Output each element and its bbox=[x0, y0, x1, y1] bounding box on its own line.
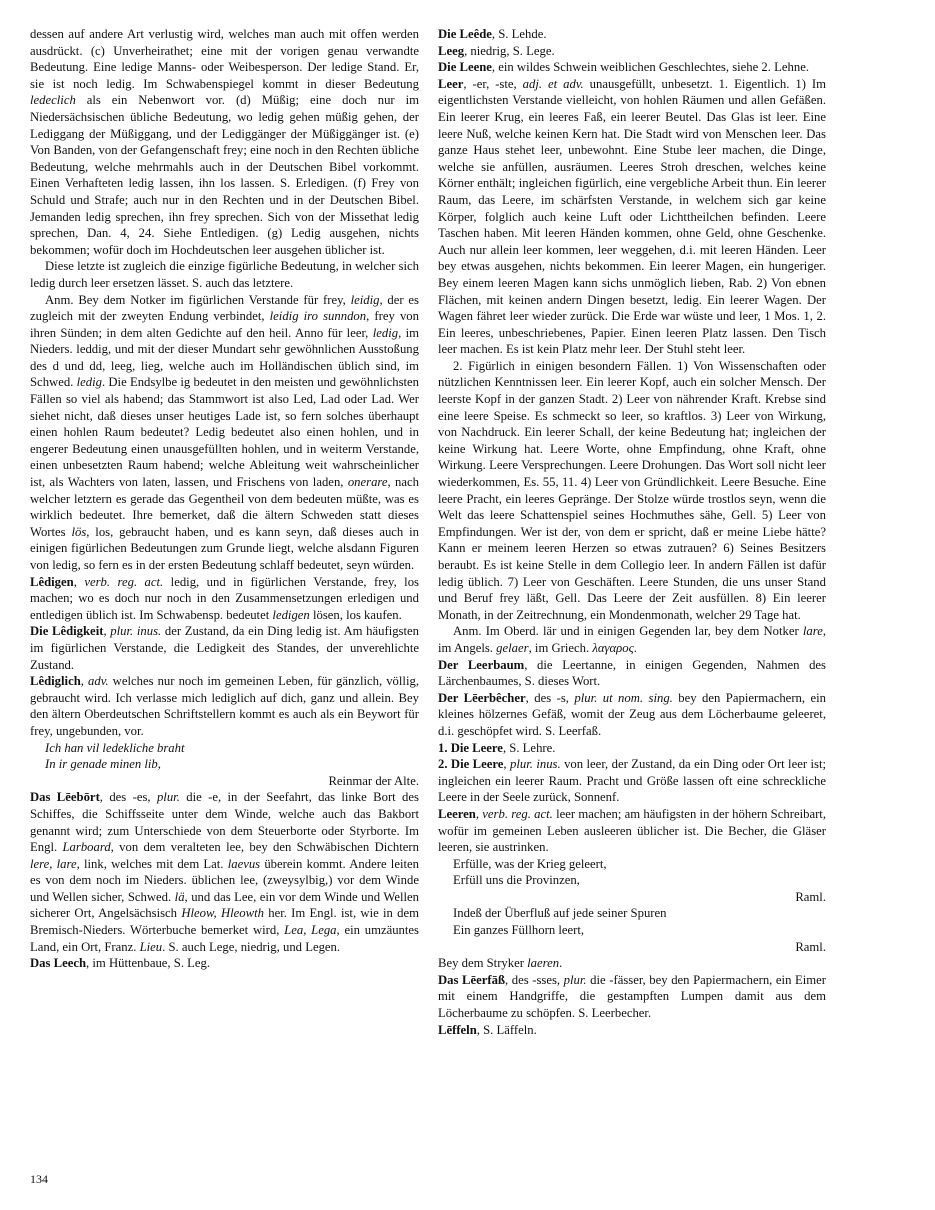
headword: Leeren bbox=[438, 806, 476, 821]
paragraph-stryker bbox=[438, 955, 826, 972]
verse-attribution bbox=[438, 889, 826, 906]
verse-line bbox=[438, 922, 826, 939]
entry-leene bbox=[438, 59, 826, 76]
verse-attribution bbox=[438, 939, 826, 956]
text-run: link, welches mit dem Lat. bbox=[79, 856, 228, 871]
text-run: , im Griech. bbox=[528, 640, 593, 655]
italic-text: plur. bbox=[156, 790, 180, 805]
italic-text: ledeclich bbox=[30, 93, 76, 108]
headword: Lêdiglich bbox=[30, 674, 81, 689]
text-run: , von dem veralteten lee, bey den Schwäbischen Dichtern bbox=[110, 840, 419, 855]
headword: 2. Die Leere bbox=[438, 757, 504, 772]
text-run: der Zustand, da ein Ding ledig ist. Am häufigsten im figürlichen Verstande, die Ledigkeit des Standes, der unverehlichte Zustand. bbox=[30, 624, 419, 672]
text-run: , ein wildes Schwein weiblichen Geschlechtes, siehe 2. Lehne. bbox=[491, 60, 809, 75]
text-run: Raml. bbox=[795, 889, 826, 904]
italic-text: Ich han vil ledekliche braht bbox=[45, 740, 185, 755]
text-run: Ein ganzes Füllhorn leert, bbox=[453, 923, 585, 938]
text-run: , S. Lehde. bbox=[491, 27, 547, 41]
text-run: lösen, los kaufen. bbox=[309, 607, 402, 622]
italic-text: plur. inus. bbox=[110, 624, 162, 639]
entry-leer bbox=[438, 76, 826, 358]
entry-leeren bbox=[438, 806, 826, 856]
italic-text: Hleow, Hleowth bbox=[181, 906, 264, 921]
text-run: leer machen; am häufigsten in der höhern Schreibart, wofür im gemeinen Leben ausleeren üblicher ist. Die Becher, die Gläser leeren, sie austrinken. bbox=[438, 806, 826, 855]
text-run: Erfülle, was der Krieg geleert, bbox=[453, 856, 607, 871]
italic-text: plur. inus. bbox=[510, 757, 561, 772]
paragraph-leer-remark bbox=[438, 623, 826, 656]
italic-text: ledigen bbox=[272, 607, 310, 622]
text-run: unausgefüllt, unbesetzt. 1. Eigentlich. 1) Im eigentlichsten Verstande vielleicht, von hohlen Räumen und allen Gefäßen. Ein leerer Krug, ein leeres Faß, ein leerer Beutel. Das Glas ist leer. Eine leere Nuß, welche keinen Kern hat. Die Stadt wird von Menschen leer. Das ganze Haus stehet leer, unbewohnt. Eine Stube leer machen, die Dinge, welche sie anfüllen, ausräumen. Leeres Stroh dreschen, welches keine Körner enthält; ingleichen figürlich, eine vergebliche Arbeit thun. Ein leerer Raum, das Leere, im schärfsten Verstande, in welchem sich gar keine Körper, folglich auch keine Luft oder Lichttheilchen befinden. Leere Taschen haben. Mit leeren Händen kommen, ohne Geld, ohne Geschenke. Auch nur allein leer kommen, leer weggehen, d.i. mit leeren Händen. Leer bey etwas ausgehen, nichts bekommen. Ein leerer Magen, ein hungeriger. Bey einem leeren Magen kann sichs unmöglich lieben, Rab. 2) Von ebnen Flächen, mit keinen andern Dingen besetzt, ledig. Ein leerer Wagen. Der Wagen fähret leer wieder zurück. Die Erde war wüste und leer, 1 Mos. 1, 2. Ein leeres, unbeschriebenes, Papier. Einen leeren Platz lassen. Den Tisch leer machen. Es ist kein Platz mehr leer. Der Stuhl steht leer. bbox=[438, 76, 826, 357]
headword: Das Lēerfāß bbox=[438, 972, 506, 987]
text-run: Anm. Im Oberd. lär und in einigen Gegenden lar, bey dem Notker bbox=[453, 624, 803, 639]
text-run: ein umzäuntes Land, ein Ort, Franz. bbox=[30, 923, 419, 954]
paragraph-ledig-remark bbox=[30, 292, 419, 574]
text-run: her. Im Engl. ist, wie in dem Bremisch-Nieders. Wörterbuche bemerket wird, bbox=[30, 906, 420, 938]
verse-attribution bbox=[30, 773, 419, 790]
headword: Lêdigen bbox=[30, 574, 74, 589]
text-run: , des -sses, bbox=[505, 972, 564, 987]
entry-leerfass bbox=[438, 972, 826, 1022]
text-run: Diese letzte ist zugleich die einzige figürliche Bedeutung, in welcher sich ledig durch leer ersetzen lässet. S. auch das letztere. bbox=[30, 259, 419, 290]
headword: Leer bbox=[438, 76, 464, 91]
text-run: . S. auch Lege, niedrig, und Legen. bbox=[162, 939, 341, 954]
text-run: , der es zugleich mit der zweyten Endung verbindet, bbox=[30, 292, 419, 324]
headword: Leeg bbox=[438, 43, 465, 58]
entry-ledigen bbox=[30, 574, 419, 624]
verse-line bbox=[438, 856, 826, 873]
text-run: , frey von ihren Sünden; in dem alten Gedichte auf den heil. Anno für leer, bbox=[30, 309, 419, 340]
italic-text: lere, lare, bbox=[30, 856, 80, 871]
text-run: , bbox=[80, 674, 89, 689]
italic-text: Lea, Lega, bbox=[284, 923, 340, 938]
text-run: Raml. bbox=[795, 939, 826, 954]
text-run: Indeß der Überfluß auf jede seiner Spuren bbox=[453, 906, 667, 921]
headword: Die Leêde bbox=[438, 27, 492, 41]
italic-text: laeren bbox=[527, 956, 560, 971]
text-run: , nach welcher letztern es gerade das Gegentheil von dem bedeuten müßte, was es wirklich bedeutet. Ihre bemerket, daß die ältern Schweden statt dieses Wortes bbox=[30, 475, 419, 539]
italic-text: ledig bbox=[372, 325, 399, 340]
entry-ledigkeit bbox=[30, 623, 419, 673]
text-run: , bbox=[503, 757, 511, 772]
italic-text: plur. bbox=[563, 972, 587, 987]
headword: Der Lēerbêcher bbox=[438, 690, 526, 705]
entry-leerbecher bbox=[438, 690, 826, 740]
italic-text: adj. et adv. bbox=[522, 76, 584, 91]
italic-text: verb. reg. act. bbox=[482, 806, 553, 821]
italic-text: In ir genade minen lib, bbox=[45, 757, 161, 772]
entry-ledig-continuation bbox=[30, 26, 419, 258]
entry-leffeln bbox=[438, 1022, 826, 1039]
italic-text: plur. ut nom. sing. bbox=[574, 690, 673, 705]
text-run: , bbox=[73, 574, 85, 589]
italic-text: leidig iro sunndon bbox=[269, 309, 367, 324]
entry-leeg bbox=[438, 43, 826, 60]
text-run: . bbox=[633, 640, 637, 655]
text-run: , S. Läffeln. bbox=[476, 1022, 537, 1037]
italic-text: Lieu bbox=[139, 939, 163, 954]
italic-text: ledig bbox=[76, 375, 102, 390]
italic-text: laevus bbox=[227, 856, 261, 871]
text-run: überein kommt. Andere leiten es von dem noch im Nieders. üblichen lee, (zweysylbig,) vor dem Winde und Wellen sicher, Schwed. bbox=[30, 856, 419, 904]
italic-text: lös bbox=[71, 524, 87, 539]
text-run: Bey dem Stryker bbox=[438, 956, 528, 971]
text-run: 2. Figürlich in einigen besondern Fällen. 1) Von Wissenschaften oder nützlichen Kenntnissen leer. Ein leerer Kopf, auch ein solcher Mensch. Der leerste Kopf in der ganzen Stadt. 2) Leer von nährender Kraft. Krebse sind eine leere Speise. Es schmeckt so leer, so kraftlos. 3) Leer von Wirkung, von Nachdruck. Ein leerer Schall, der keine Bedeutung hat; ingleichen der keine Wirkung hat. Leere Worte, ohne Empfindung, ohne Kraft, ohne Wirkung. Leere Versprechungen. Leere Drohungen. Das Wort soll nicht leer wiederkommen, Es. 55, 11. 4) Leer von Gründlichkeit. Leere Besuche. Eine leere Pracht, ein leeres Gepränge. Der Stolze würde trostlos seyn, wenn die Welt das leere Schattenspiel seines Hochmuthes sähe, Gell. 5) Leer von Empfindungen. Wer ist der, von dem er spricht, daß er meine Liebe hätte? Kann er meinem leeren Herzen so etwas zutrauen? 6) Seines Besitzers beraubt. Es ist keine Stelle in dem Collegio leer. In andern Fällen ist dafür ledig üblich. 7) Leer von Geschäften. Leere Stunden, die uns unser Stand und Beruf frey läßt, Gell. Das Leere der Zeit ausfüllen. 8) Ein leerer Monath, in der Zeitrechnung, ein Mondenmonath, welcher 29 Tage hat. bbox=[438, 358, 826, 622]
text-run: Reinmar der Alte. bbox=[328, 773, 419, 788]
text-run: , und das Lee, ein vor dem Winde und Wellen sicherer Ort, Angelsächsisch bbox=[30, 889, 419, 921]
italic-text: λαγαρος bbox=[592, 640, 634, 655]
text-run: , die Leertanne, in einigen Gegenden, Nahmen des Lärchenbaumes, S. dieses Wort. bbox=[438, 657, 826, 689]
italic-text: lare bbox=[802, 624, 823, 639]
entry-leere-2 bbox=[438, 756, 826, 806]
italic-text: onerare bbox=[347, 475, 388, 490]
text-run: , bbox=[475, 806, 483, 821]
italic-text: adv. bbox=[88, 674, 109, 689]
entry-leede bbox=[438, 26, 826, 43]
headword: 1. Die Leere bbox=[438, 740, 503, 755]
text-run: . Die Endsylbe ig bedeutet in den meisten und gewöhnlichsten Fällen so viel als habend; das Stammwort ist also Led, Lad oder Lad. Wer siehet nicht, daß dieses unser heutiges Lade ist, so fern solches überhaupt einen hohlen Raum bedeutet? Ledig bedeutet also einen hohlen, und in engerer Bedeutung einen unausgefüllten hohlen, und in weiterm Verstande, einen unbesetzten Raum habend; welche Ableitung weit wahrscheinlicher ist, als Wachters von laten, lassen, und Frischens von laden, bbox=[30, 375, 420, 490]
text-run: , bbox=[103, 624, 111, 639]
text-run: von leer, der Zustand, da ein Ding oder Ort leer ist; ingleichen ein leerer Raum. Pracht und Größe lassen oft eine schreckliche Leere in der Seele zurück, Sonnenf. bbox=[438, 757, 826, 805]
text-run: welches nur noch im gemeinen Leben, für gänzlich, völlig, gebraucht wird. Ich verlasse mich lediglich auf dich, ganz und allein. Bey den ältern Oberdeutschen Schriftstellern kommt es auch als ein Beywort für frey, ungebunden, vor. bbox=[30, 674, 419, 738]
text-run: , niedrig, S. Lege. bbox=[464, 43, 555, 58]
text-run: , im Nieders. leddig, und mit der dieser Mundart sehr gewöhnlichen Ausstoßung des d und dd, leeg, lieg, welche auch im Holländischen üblich sind, im Schwed. bbox=[30, 325, 419, 390]
text-run: , im Angels. bbox=[438, 624, 826, 655]
text-run: , des -es, bbox=[99, 790, 157, 805]
text-run: , los, gebraucht haben, und es kann seyn, daß dieses auch in einigen figürlichen Bedeutungen zum Grunde liegt, welche alsdann Figuren von ledig, so fern es in der ersten Bedeutung schlaff bedeutet, seyn würden. bbox=[30, 524, 419, 572]
left-column bbox=[30, 26, 419, 972]
text-run: , -er, -ste, bbox=[463, 76, 523, 91]
text-run: Anm. Bey dem Notker im figürlichen Verstande für frey, bbox=[45, 292, 351, 307]
text-run: , im Hüttenbaue, S. Leg. bbox=[86, 956, 211, 971]
entry-leere-1 bbox=[438, 740, 826, 757]
headword: Der Leerbaum bbox=[438, 657, 525, 672]
headword: Lēffeln bbox=[438, 1022, 477, 1037]
paragraph-leer-figurative bbox=[438, 358, 826, 624]
text-run: bey den Papiermachern, ein kleines hölzernes Gefäß, womit der Zeug aus dem Löcherbaume geleeret, d.i. geschöpfet wird. S. Leerfaß. bbox=[438, 690, 826, 738]
italic-text: gelaer bbox=[496, 640, 529, 655]
text-run: . bbox=[559, 956, 563, 971]
page-number: 134 bbox=[30, 1172, 48, 1186]
italic-text: Larboard bbox=[62, 840, 111, 855]
entry-leech bbox=[30, 955, 419, 972]
entry-lediglich bbox=[30, 673, 419, 739]
verse-line bbox=[438, 872, 826, 889]
verse-line bbox=[30, 740, 419, 757]
verse-line bbox=[30, 756, 419, 773]
text-run: , des -s, bbox=[525, 690, 575, 705]
headword: Die Lêdigkeit bbox=[30, 624, 104, 639]
entry-leerbaum bbox=[438, 657, 826, 690]
text-run: , S. Lehre. bbox=[502, 740, 556, 755]
right-column bbox=[438, 26, 826, 1038]
headword: Die Leene bbox=[438, 60, 492, 75]
headword: Das Leech bbox=[30, 956, 87, 971]
paragraph-figurative-meaning bbox=[30, 258, 419, 291]
text-run: dessen auf andere Art verlustig wird, welches man auch mit offen werden ausdrückt. (c) Unverheirathet; eine mit der vorigen genau verwandte Bedeutung. Eine ledige Manns- oder Weibesperson. Der ledige Stand. Er, sie ist noch ledig. Im Schwabenspiegel kommt in dieser Bedeutung bbox=[30, 27, 419, 91]
text-run: Erfüll uns die Provinzen, bbox=[453, 873, 580, 888]
text-run: ledig, und in figürlichen Verstande, frey, los machen; wo es doch nur noch in den Zusammensetzungen erledigen und entledigen üblich ist. Im Schwabensp. bedeutet bbox=[30, 574, 419, 622]
text-run: die -e, in der Seefahrt, das linke Bort des Schiffes, die Schiffsseite unter dem Winde, welche auch das Bakbort genannt wird; zum Unterschiede von dem Steuerborte oder Styrborte. Im Engl. bbox=[30, 790, 419, 855]
italic-text: leidig bbox=[350, 292, 380, 307]
italic-text: verb. reg. act. bbox=[84, 574, 164, 589]
text-run: die -fässer, bey den Papiermachern, ein Eimer mit einem Handgriffe, die gestampften Lumpen damit aus dem Löcherbaume zu schöpfen. S. Leerbecher. bbox=[438, 972, 826, 1021]
italic-text: lä bbox=[174, 889, 185, 904]
headword: Das Lēebōrt bbox=[30, 790, 100, 805]
entry-leebort bbox=[30, 789, 419, 955]
verse-line bbox=[438, 905, 826, 922]
text-run: als ein Nebenwort vor. (d) Müßig; eine doch nur im Niedersächsischen übliche Bedeutung, wo ledig gehen müßig gehen, der Lediggang der Müßiggang, und der Lediggänger der Müßiggänger ist. (e) Von Banden, von der Gefangenschaft frey; eine noch in den Rechten übliche Bedeutung, welche mehrmahls auch in der Deutschen Bibel vorkommt. Einen Verhafteten ledig lassen, ihn los lassen. S. Erledigen. (f) Frey von Schuld und Strafe; auch nur in den Rechten und in der Deutschen Bibel. Jemanden ledig sprechen, ihn frey sprechen. Sich von der Missethat ledig sprechen, Dan. 4, 24. Siehe Entledigen. (g) Ledig ausgehen, nichts bekommen; wofür doch im Hochdeutschen leer ausgehen üblicher ist. bbox=[30, 93, 419, 257]
